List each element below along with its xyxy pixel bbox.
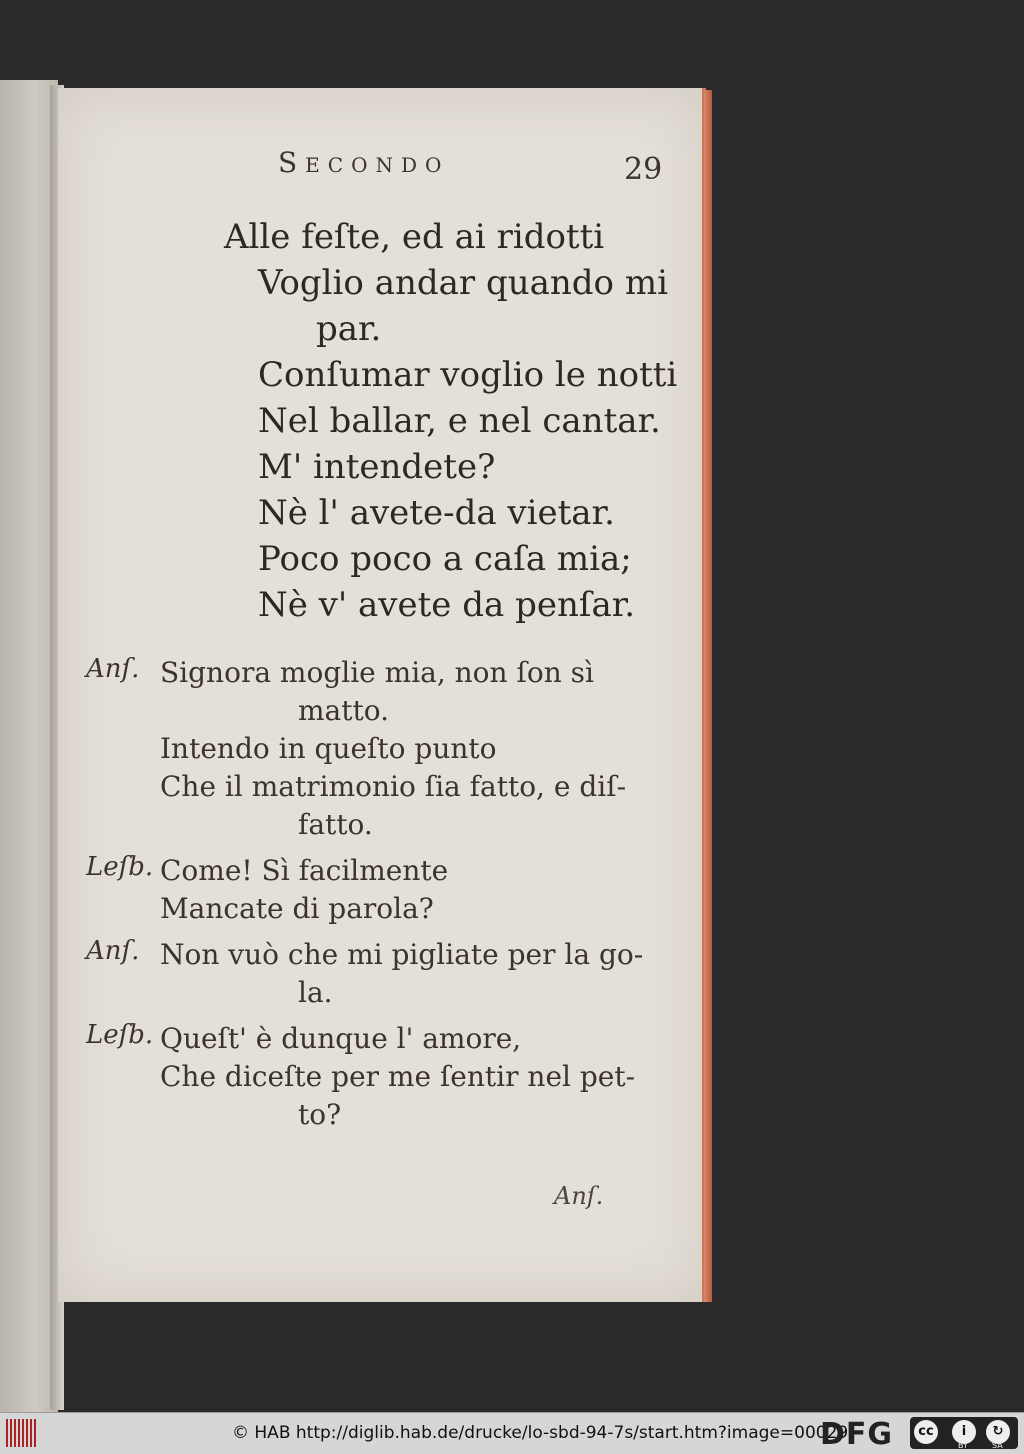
verse-line: Conſumar voglio le notti — [258, 355, 678, 395]
speech — [86, 1020, 666, 1134]
dialogue-block — [86, 654, 666, 1142]
speech-line: Signora moglie mia, non ſon sì — [160, 656, 594, 689]
sa-icon: ↻ — [986, 1420, 1010, 1444]
by-icon: i — [952, 1420, 976, 1444]
sa-tag: SA — [992, 1441, 1003, 1450]
speech-line: Che diceſte per me ſentir nel pet- — [160, 1060, 636, 1093]
verse-line: Nel ballar, e nel cantar. — [258, 401, 661, 441]
catchword: Anſ. — [554, 1182, 604, 1210]
running-head: Secondo — [278, 146, 450, 179]
book-page — [58, 88, 706, 1302]
verse-line: Nè v' avete da penſar. — [258, 585, 636, 625]
speaker-label: Leſb. — [86, 1020, 154, 1050]
cc-license-badge[interactable] — [910, 1417, 1018, 1449]
speech-line: Come! Sì facilmente — [160, 854, 449, 887]
speech — [86, 852, 666, 928]
dfg-logo: DFG — [820, 1417, 894, 1452]
speech — [86, 936, 666, 1012]
cc-icon: cc — [914, 1420, 938, 1444]
speech-line: matto. — [298, 694, 390, 727]
page-red-edge — [704, 90, 712, 1302]
verse-line: Alle feſte, ed ai ridotti — [224, 217, 605, 257]
speech-line: Intendo in queſto punto — [160, 732, 497, 765]
speaker-label: Leſb. — [86, 852, 154, 882]
verse-line: Voglio andar quando mi — [258, 263, 668, 303]
hab-logo-icon — [6, 1419, 36, 1447]
verse-block — [224, 214, 684, 628]
verse-line: Nè l' avete-da vietar. — [258, 493, 615, 533]
speaker-label: Anſ. — [86, 936, 140, 966]
viewer-footer — [0, 1412, 1024, 1454]
speech-line: la. — [298, 976, 333, 1009]
verse-line: par. — [316, 309, 382, 349]
page-number: 29 — [624, 152, 663, 187]
speech-line: to? — [298, 1098, 342, 1131]
speech-line: Non vuò che mi pigliate per la go- — [160, 938, 644, 971]
speech-line: Queſt' è dunque l' amore, — [160, 1022, 522, 1055]
speech-line: fatto. — [298, 808, 373, 841]
speech — [86, 654, 666, 844]
verse-line: M' intendete? — [258, 447, 496, 487]
source-link[interactable]: © HAB http://diglib.hab.de/drucke/lo-sbd-94-7s/start.htm?image=00029 — [232, 1423, 849, 1443]
speech-line: Che il matrimonio ſia fatto, e diſ- — [160, 770, 627, 803]
verse-line: Poco poco a caſa mia; — [258, 539, 632, 579]
by-tag: BY — [958, 1441, 968, 1450]
speaker-label: Anſ. — [86, 654, 140, 684]
speech-line: Mancate di parola? — [160, 892, 434, 925]
